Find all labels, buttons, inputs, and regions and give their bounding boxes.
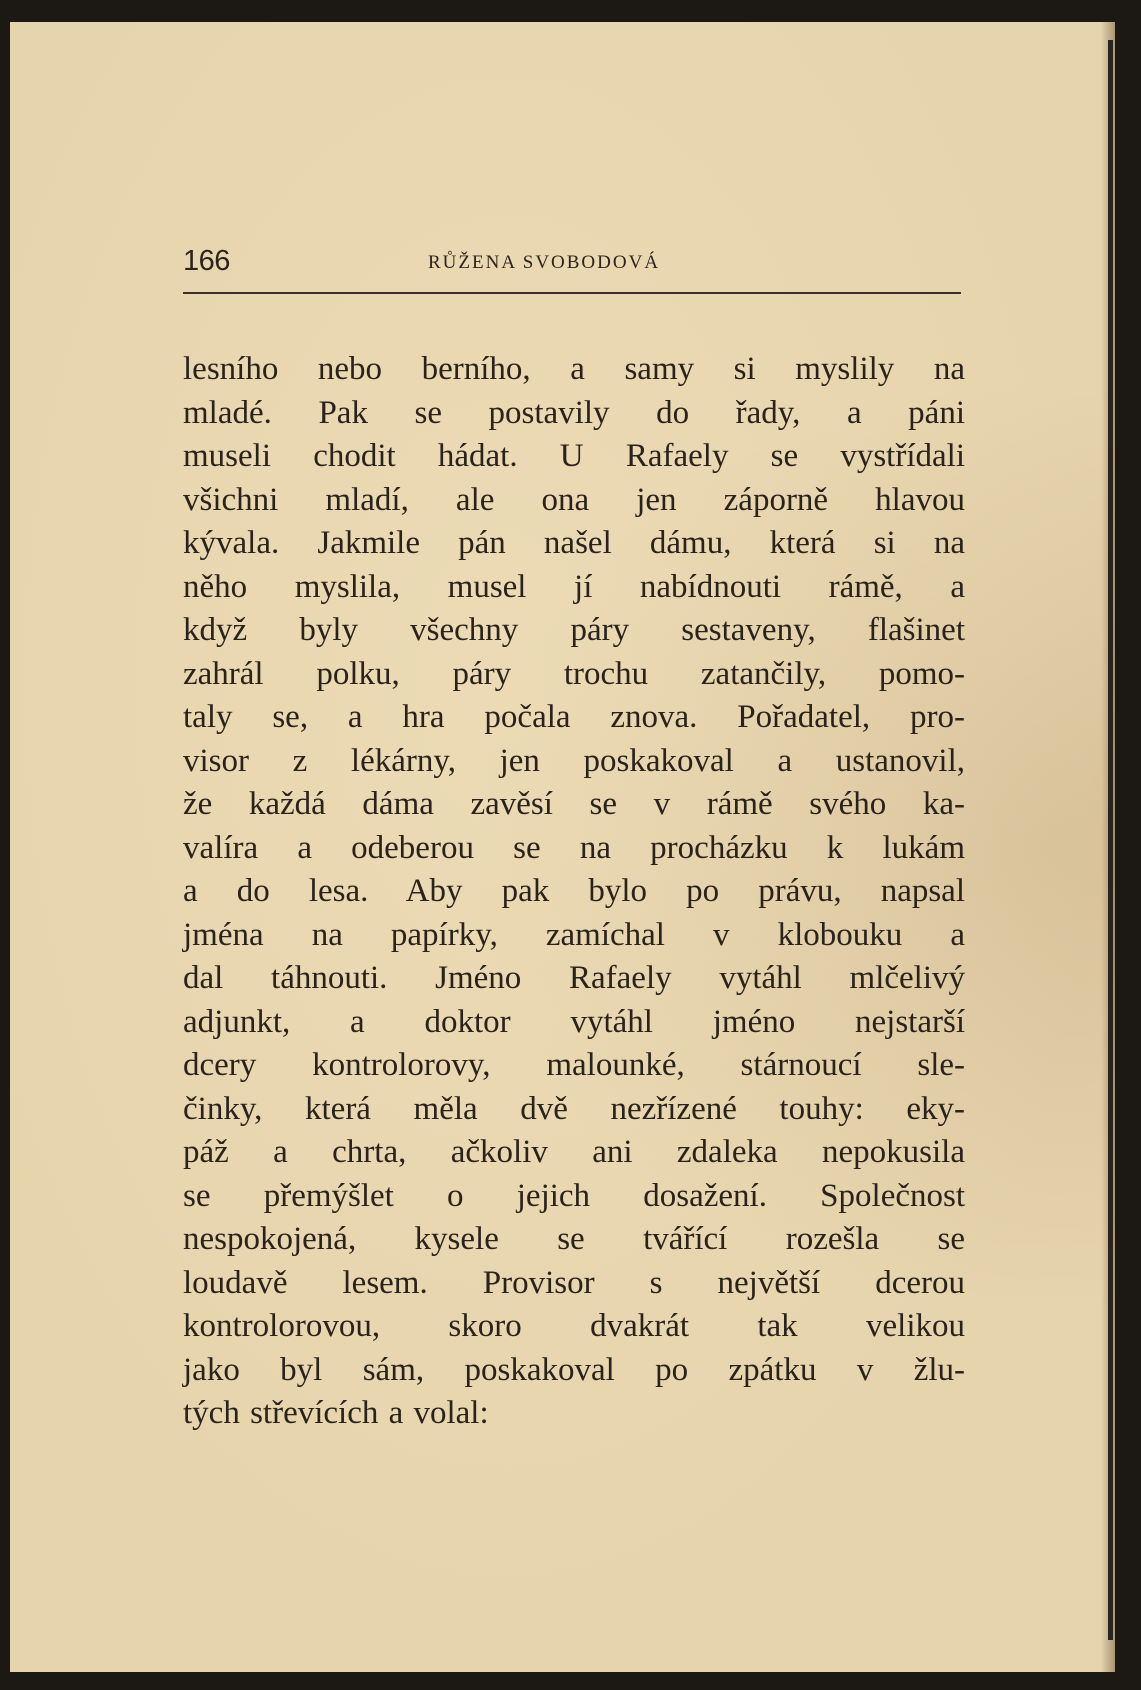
text-line: mladé. Pak se postavily do řady, a páni (183, 394, 965, 431)
page-edge-line (1108, 40, 1113, 1640)
text-line: valíra a odeberou se na procházku k lukám (183, 829, 965, 866)
header-rule (183, 292, 961, 294)
text-line: kývala. Jakmile pán našel dámu, která si na (183, 525, 965, 561)
text-line: všichni mladí, ale ona jen záporně hlavou (183, 481, 965, 518)
page-number: 166 (183, 245, 230, 277)
text-line: loudavě lesem. Provisor s největší dcerou (183, 1264, 965, 1301)
text-line: dcery kontrolorovy, malounké, stárnoucí sle- (183, 1047, 965, 1083)
page-header (183, 243, 963, 283)
text-line: činky, která měla dvě nezřízené touhy: eky- (183, 1090, 965, 1127)
text-line: nespokojená, kysele se tvářící rozešla se (183, 1221, 965, 1257)
text-line: a do lesa. Aby pak bylo po právu, napsal (183, 873, 965, 909)
text-line: adjunkt, a doktor vytáhl jméno nejstarší (183, 1003, 965, 1040)
text-line: že každá dáma zavěsí se v rámě svého ka- (183, 786, 965, 822)
text-line: něho myslila, musel jí nabídnouti rámě, a (183, 568, 965, 605)
text-line: dal táhnouti. Jméno Rafaely vytáhl mlčelivý (183, 960, 965, 996)
text-line: jména na papírky, zamíchal v klobouku a (183, 916, 965, 953)
text-line: zahrál polku, páry trochu zatančily, pomo- (183, 655, 965, 692)
text-line: se přemýšlet o jejich dosažení. Společnost (183, 1177, 965, 1214)
text-line: visor z lékárny, jen poskakoval a ustanovil, (183, 742, 965, 779)
text-line: lesního nebo berního, a samy si myslily na (183, 351, 965, 387)
text-line-last: tých střevících a volal: (183, 1395, 489, 1431)
text-line: páž a chrta, ačkoliv ani zdaleka nepokusila (183, 1134, 965, 1170)
text-line: kontrolorovou, skoro dvakrát tak velikou (183, 1308, 965, 1344)
body-text (183, 348, 965, 1436)
running-head: RŮŽENA SVOBODOVÁ (428, 252, 661, 273)
text-line: taly se, a hra počala znova. Pořadatel, pro- (183, 699, 965, 735)
text-line: když byly všechny páry sestaveny, flašinet (183, 612, 965, 648)
text-line: jako byl sám, poskakoval po zpátku v žlu- (183, 1351, 965, 1388)
text-line: museli chodit hádat. U Rafaely se vystřídali (183, 438, 965, 474)
